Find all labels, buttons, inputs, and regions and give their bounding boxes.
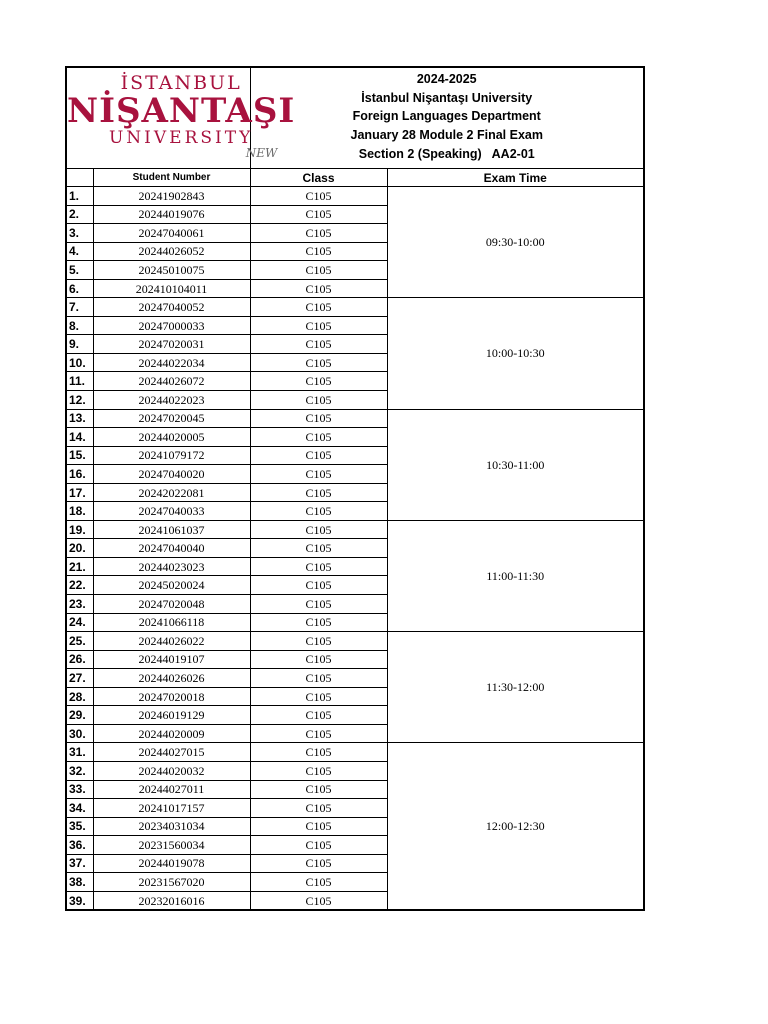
- row-number: 27.: [66, 669, 93, 688]
- row-number: 31.: [66, 743, 93, 762]
- class-code: C105: [250, 780, 387, 799]
- row-number: 11.: [66, 372, 93, 391]
- class-code: C105: [250, 224, 387, 243]
- row-number: 9.: [66, 335, 93, 354]
- row-number: 39.: [66, 891, 93, 910]
- student-number: 20246019129: [93, 706, 250, 725]
- row-number: 33.: [66, 780, 93, 799]
- student-number: 20244026026: [93, 669, 250, 688]
- column-header-student-number: Student Number: [93, 169, 250, 187]
- class-code: C105: [250, 595, 387, 614]
- class-code: C105: [250, 502, 387, 521]
- student-number: 20247040061: [93, 224, 250, 243]
- row-number: 6.: [66, 279, 93, 298]
- column-header-exam-time: Exam Time: [387, 169, 644, 187]
- class-code: C105: [250, 632, 387, 651]
- row-number: 4.: [66, 242, 93, 261]
- student-number: 20247000033: [93, 316, 250, 335]
- class-code: C105: [250, 817, 387, 836]
- class-code: C105: [250, 391, 387, 410]
- student-number: 20244027015: [93, 743, 250, 762]
- student-number: 20244022023: [93, 391, 250, 410]
- row-number: 8.: [66, 316, 93, 335]
- class-code: C105: [250, 557, 387, 576]
- class-code: C105: [250, 465, 387, 484]
- row-number: 18.: [66, 502, 93, 521]
- class-code: C105: [250, 891, 387, 910]
- class-code: C105: [250, 298, 387, 317]
- student-number: 20245010075: [93, 261, 250, 280]
- row-number: 2.: [66, 205, 93, 224]
- row-number: 13.: [66, 409, 93, 428]
- student-number: 20244019107: [93, 650, 250, 669]
- class-code: C105: [250, 650, 387, 669]
- title-block: [250, 67, 644, 169]
- class-code: C105: [250, 873, 387, 892]
- row-number: 15.: [66, 446, 93, 465]
- class-code: C105: [250, 836, 387, 855]
- student-number: 20247040033: [93, 502, 250, 521]
- table-row: [66, 632, 644, 651]
- class-code: C105: [250, 799, 387, 818]
- student-number: 20247020031: [93, 335, 250, 354]
- class-code: C105: [250, 669, 387, 688]
- exam-time-slot: 11:30-12:00: [387, 632, 644, 743]
- class-code: C105: [250, 724, 387, 743]
- table-row: [66, 298, 644, 317]
- student-number: 20244027011: [93, 780, 250, 799]
- student-number: 20241079172: [93, 446, 250, 465]
- class-code: C105: [250, 854, 387, 873]
- row-number: 28.: [66, 687, 93, 706]
- class-code: C105: [250, 613, 387, 632]
- logo-line-3: UNIVERSITY: [108, 128, 254, 148]
- class-code: C105: [250, 316, 387, 335]
- student-number: 20241061037: [93, 520, 250, 539]
- column-header-row: [66, 169, 644, 187]
- student-number: 20247020048: [93, 595, 250, 614]
- title-department: Foreign Languages Department: [352, 109, 541, 124]
- row-number: 24.: [66, 613, 93, 632]
- row-number: 17.: [66, 483, 93, 502]
- class-code: C105: [250, 761, 387, 780]
- student-number: 20244026022: [93, 632, 250, 651]
- row-number: 10.: [66, 353, 93, 372]
- student-number: 20244022034: [93, 353, 250, 372]
- student-number: 20241066118: [93, 613, 250, 632]
- student-number: 20231560034: [93, 836, 250, 855]
- exam-schedule-table: [65, 66, 645, 911]
- class-code: C105: [250, 576, 387, 595]
- row-number: 3.: [66, 224, 93, 243]
- student-number: 20244020005: [93, 428, 250, 447]
- row-number: 7.: [66, 298, 93, 317]
- class-code: C105: [250, 335, 387, 354]
- row-number: 26.: [66, 650, 93, 669]
- student-number: 20241017157: [93, 799, 250, 818]
- student-number: 20244020032: [93, 761, 250, 780]
- student-number: 20244026052: [93, 242, 250, 261]
- table-row: [66, 409, 644, 428]
- student-number: 20231567020: [93, 873, 250, 892]
- row-number: 34.: [66, 799, 93, 818]
- logo-new-text: NEW: [245, 146, 278, 160]
- row-number: 22.: [66, 576, 93, 595]
- student-number: 20242022081: [93, 483, 250, 502]
- logo-line-1: İSTANBUL: [120, 72, 242, 94]
- row-number: 37.: [66, 854, 93, 873]
- class-code: C105: [250, 428, 387, 447]
- logo-line-4: [67, 147, 295, 159]
- student-number: 20241902843: [93, 187, 250, 206]
- student-number: 20244026072: [93, 372, 250, 391]
- student-number: 20244019076: [93, 205, 250, 224]
- class-code: C105: [250, 242, 387, 261]
- row-number: 30.: [66, 724, 93, 743]
- table-row: [66, 187, 644, 206]
- class-code: C105: [250, 372, 387, 391]
- class-code: C105: [250, 409, 387, 428]
- class-code: C105: [250, 520, 387, 539]
- exam-time-slot: 12:00-12:30: [387, 743, 644, 910]
- student-number: 20247020045: [93, 409, 250, 428]
- class-code: C105: [250, 743, 387, 762]
- exam-time-slot: 10:00-10:30: [387, 298, 644, 409]
- table-row: [66, 743, 644, 762]
- title-exam: January 28 Module 2 Final Exam: [350, 128, 543, 143]
- class-code: C105: [250, 279, 387, 298]
- logo-line-2: NİŞANTAŞI: [67, 91, 296, 131]
- student-number: 20234031034: [93, 817, 250, 836]
- class-code: C105: [250, 687, 387, 706]
- title-year: 2024-2025: [416, 72, 477, 86]
- row-number: 29.: [66, 706, 93, 725]
- class-code: C105: [250, 706, 387, 725]
- row-number: 38.: [66, 873, 93, 892]
- class-code: C105: [250, 483, 387, 502]
- column-header-index: [66, 169, 93, 187]
- row-number: 21.: [66, 557, 93, 576]
- university-logo: [67, 74, 295, 159]
- table-row: [66, 520, 644, 539]
- row-number: 36.: [66, 836, 93, 855]
- row-number: 19.: [66, 520, 93, 539]
- student-number: 202410104011: [93, 279, 250, 298]
- row-number: 32.: [66, 761, 93, 780]
- row-number: 12.: [66, 391, 93, 410]
- student-number: 20247040052: [93, 298, 250, 317]
- student-number: 20244023023: [93, 557, 250, 576]
- row-number: 23.: [66, 595, 93, 614]
- exam-time-slot: 10:30-11:00: [387, 409, 644, 520]
- class-code: C105: [250, 539, 387, 558]
- student-number: 20232016016: [93, 891, 250, 910]
- row-number: 14.: [66, 428, 93, 447]
- student-number: 20247020018: [93, 687, 250, 706]
- row-number: 20.: [66, 539, 93, 558]
- student-number: 20244020009: [93, 724, 250, 743]
- class-code: C105: [250, 261, 387, 280]
- student-number: 20247040040: [93, 539, 250, 558]
- title-section: Section 2 (Speaking) AA2-01: [358, 146, 535, 161]
- student-number: 20247040020: [93, 465, 250, 484]
- class-code: C105: [250, 446, 387, 465]
- class-code: C105: [250, 353, 387, 372]
- class-code: C105: [250, 205, 387, 224]
- logo-cell: [66, 67, 296, 169]
- row-number: 25.: [66, 632, 93, 651]
- exam-time-slot: 11:00-11:30: [387, 520, 644, 631]
- student-number: 20244019078: [93, 854, 250, 873]
- row-number: 16.: [66, 465, 93, 484]
- column-header-class: Class: [250, 169, 387, 187]
- row-number: 35.: [66, 817, 93, 836]
- row-number: 1.: [66, 187, 93, 206]
- class-code: C105: [250, 187, 387, 206]
- title-university: İstanbul Nişantaşı University: [361, 90, 533, 105]
- exam-time-slot: 09:30-10:00: [387, 187, 644, 298]
- row-number: 5.: [66, 261, 93, 280]
- student-number: 20245020024: [93, 576, 250, 595]
